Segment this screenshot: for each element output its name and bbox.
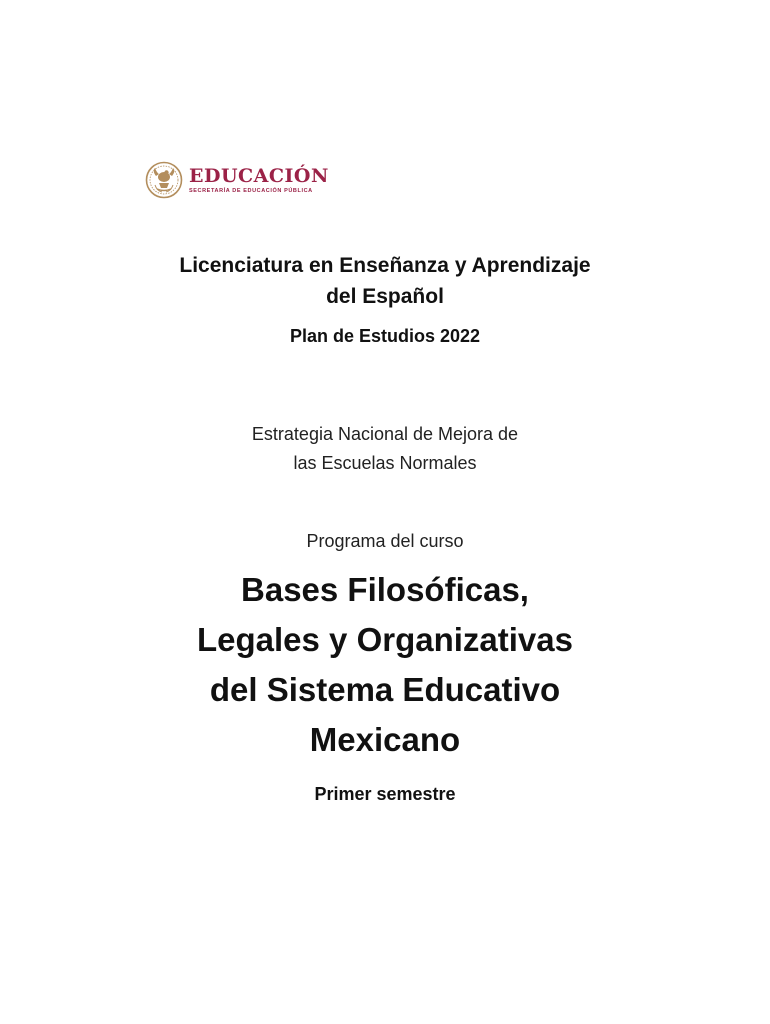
degree-title-line-1: Licenciatura en Enseñanza y Aprendizaje: [179, 254, 591, 277]
course-title-line-3: del Sistema Educativo: [209, 671, 561, 708]
course-title: [0, 565, 770, 765]
semester-label: Primer semestre: [314, 784, 456, 804]
logo-wordmark: EDUCACIÓN: [189, 164, 329, 187]
course-title-line-1: Bases Filosóficas,: [241, 571, 529, 608]
logo-subtitle: SECRETARÍA DE EDUCACIÓN PÚBLICA: [189, 187, 313, 194]
course-title-line-2: Legales y Organizativas: [196, 621, 573, 658]
coat-of-arms-icon: [145, 161, 183, 199]
strategy-text: [0, 420, 770, 478]
strategy-line-1: Estrategia Nacional de Mejora de: [251, 424, 519, 444]
course-title-line-4: Mexicano: [309, 721, 461, 758]
plan-label: Plan de Estudios 2022: [289, 326, 481, 346]
degree-title: [0, 250, 770, 312]
sep-logo: [145, 160, 345, 200]
degree-title-line-2: del Español: [326, 285, 444, 308]
strategy-line-2: las Escuelas Normales: [293, 453, 477, 473]
program-label: Programa del curso: [306, 531, 464, 551]
